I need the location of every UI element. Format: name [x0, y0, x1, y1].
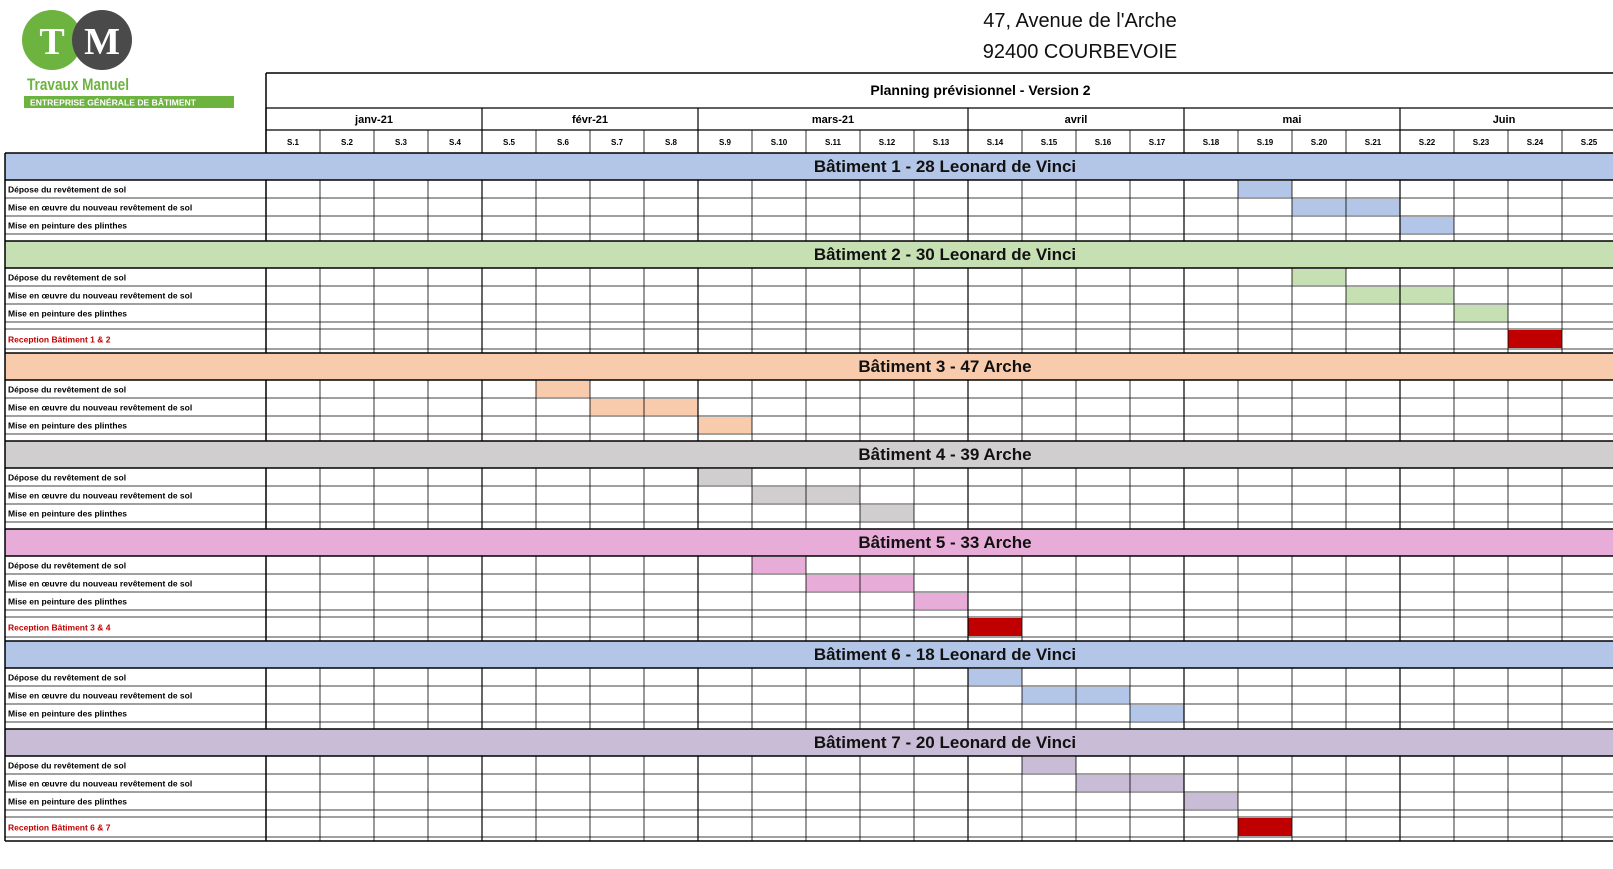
building-title-3: Bâtiment 3 - 47 Arche: [858, 357, 1032, 376]
week-label: S.4: [448, 138, 462, 147]
week-label: S.19: [1256, 138, 1274, 147]
building-title-1: Bâtiment 1 - 28 Leonard de Vinci: [813, 157, 1077, 176]
month-label: févr-21: [571, 114, 609, 126]
week-label: S.15: [1040, 138, 1058, 147]
task-bar-cell: [1022, 687, 1076, 703]
task-label: Dépose du revêtement de sol: [8, 184, 127, 195]
task-label: Mise en œuvre du nouveau revêtement de sol: [8, 778, 193, 789]
reception-marker: [1508, 330, 1562, 348]
task-label: Mise en peinture des plinthes: [8, 308, 128, 319]
logo-company-name: Travaux Manuel: [27, 75, 129, 94]
building-banner-2: [5, 241, 1613, 268]
task-label: Dépose du revêtement de sol: [8, 472, 127, 483]
task-bar-cell: [1076, 687, 1130, 703]
task-bar-cell: [806, 487, 860, 503]
task-label: Dépose du revêtement de sol: [8, 560, 127, 571]
logo-initial-m: M: [84, 21, 120, 63]
task-bar-cell: [698, 469, 752, 485]
task-label: Mise en peinture des plinthes: [8, 420, 128, 431]
building-title-7: Bâtiment 7 - 20 Leonard de Vinci: [813, 733, 1077, 752]
task-bar-cell: [860, 505, 914, 521]
task-label: Mise en œuvre du nouveau revêtement de sol: [8, 578, 193, 589]
week-label: S.14: [986, 138, 1004, 147]
task-bar-cell: [1130, 775, 1184, 791]
week-label: S.11: [824, 138, 842, 147]
task-bar-cell: [1184, 793, 1238, 809]
reception-marker: [1238, 818, 1292, 836]
task-bar-cell: [1022, 757, 1076, 773]
week-label: S.6: [556, 138, 570, 147]
building-banner-6: [5, 641, 1613, 668]
task-bar-cell: [914, 593, 968, 609]
task-label: Mise en peinture des plinthes: [8, 596, 128, 607]
week-label: S.22: [1418, 138, 1436, 147]
task-bar-cell: [752, 487, 806, 503]
task-bar-cell: [1292, 199, 1346, 215]
task-label: Mise en œuvre du nouveau revêtement de sol: [8, 402, 193, 413]
task-bar-cell: [1238, 181, 1292, 197]
task-bar-cell: [1400, 217, 1454, 233]
month-label: janv-21: [355, 114, 393, 126]
task-label: Mise en œuvre du nouveau revêtement de sol: [8, 290, 193, 301]
task-label: Dépose du revêtement de sol: [8, 672, 127, 683]
reception-label: Reception Bâtiment 3 & 4: [8, 622, 111, 633]
task-bar-cell: [590, 399, 644, 415]
task-bar-cell: [1400, 287, 1454, 303]
week-label: S.21: [1364, 138, 1382, 147]
task-label: Dépose du revêtement de sol: [8, 272, 127, 283]
planning-title: Planning prévisionnel - Version 2: [870, 82, 1091, 98]
task-bar-cell: [1346, 199, 1400, 215]
building-title-2: Bâtiment 2 - 30 Leonard de Vinci: [813, 245, 1077, 264]
building-title-6: Bâtiment 6 - 18 Leonard de Vinci: [813, 645, 1077, 664]
task-bar-cell: [860, 575, 914, 591]
task-bar-cell: [1454, 305, 1508, 321]
week-label: S.20: [1310, 138, 1328, 147]
month-label: Juin: [1492, 114, 1516, 126]
task-bar-cell: [806, 575, 860, 591]
task-bar-cell: [536, 381, 590, 397]
week-label: S.7: [610, 138, 624, 147]
reception-label: Reception Bâtiment 6 & 7: [8, 822, 111, 833]
week-label: S.8: [664, 138, 678, 147]
week-label: S.12: [878, 138, 896, 147]
logo-initial-t: T: [39, 21, 65, 63]
month-label: avril: [1064, 114, 1088, 126]
building-banner-1: [5, 153, 1613, 180]
week-label: S.2: [340, 138, 354, 147]
week-label: S.23: [1472, 138, 1490, 147]
logo-tagline: ENTREPRISE GÉNÉRALE DE BÂTIMENT: [30, 97, 195, 108]
task-label: Mise en œuvre du nouveau revêtement de sol: [8, 690, 193, 701]
task-label: Mise en œuvre du nouveau revêtement de sol: [8, 202, 193, 213]
week-label: S.3: [394, 138, 408, 147]
task-bar-cell: [752, 557, 806, 573]
week-label: S.25: [1580, 138, 1598, 147]
week-label: S.16: [1094, 138, 1112, 147]
task-bar-cell: [1292, 269, 1346, 285]
task-label: Mise en peinture des plinthes: [8, 796, 128, 807]
reception-marker: [968, 618, 1022, 636]
week-label: S.5: [502, 138, 516, 147]
task-bar-cell: [968, 669, 1022, 685]
week-label: S.24: [1526, 138, 1544, 147]
building-title-4: Bâtiment 4 - 39 Arche: [858, 445, 1032, 464]
task-bar-cell: [1076, 775, 1130, 791]
building-banner-3: [5, 353, 1613, 380]
week-label: S.1: [286, 138, 300, 147]
building-banner-4: [5, 441, 1613, 468]
task-label: Mise en peinture des plinthes: [8, 708, 128, 719]
week-label: S.13: [932, 138, 950, 147]
week-label: S.10: [770, 138, 788, 147]
building-title-5: Bâtiment 5 - 33 Arche: [858, 533, 1032, 552]
task-label: Dépose du revêtement de sol: [8, 384, 127, 395]
month-label: mai: [1282, 114, 1302, 126]
month-label: mars-21: [811, 114, 855, 126]
building-banner-7: [5, 729, 1613, 756]
week-label: S.9: [718, 138, 732, 147]
reception-label: Reception Bâtiment 1 & 2: [8, 334, 111, 345]
task-label: Mise en œuvre du nouveau revêtement de sol: [8, 490, 193, 501]
task-label: Mise en peinture des plinthes: [8, 220, 128, 231]
task-label: Dépose du revêtement de sol: [8, 760, 127, 771]
task-bar-cell: [644, 399, 698, 415]
address-line-2: 92400 COURBEVOIE: [982, 41, 1178, 63]
task-bar-cell: [1130, 705, 1184, 721]
task-bar-cell: [698, 417, 752, 433]
task-label: Mise en peinture des plinthes: [8, 508, 128, 519]
week-label: S.18: [1202, 138, 1220, 147]
task-bar-cell: [1346, 287, 1400, 303]
address-line-1: 47, Avenue de l'Arche: [983, 10, 1177, 32]
week-label: S.17: [1148, 138, 1166, 147]
building-banner-5: [5, 529, 1613, 556]
